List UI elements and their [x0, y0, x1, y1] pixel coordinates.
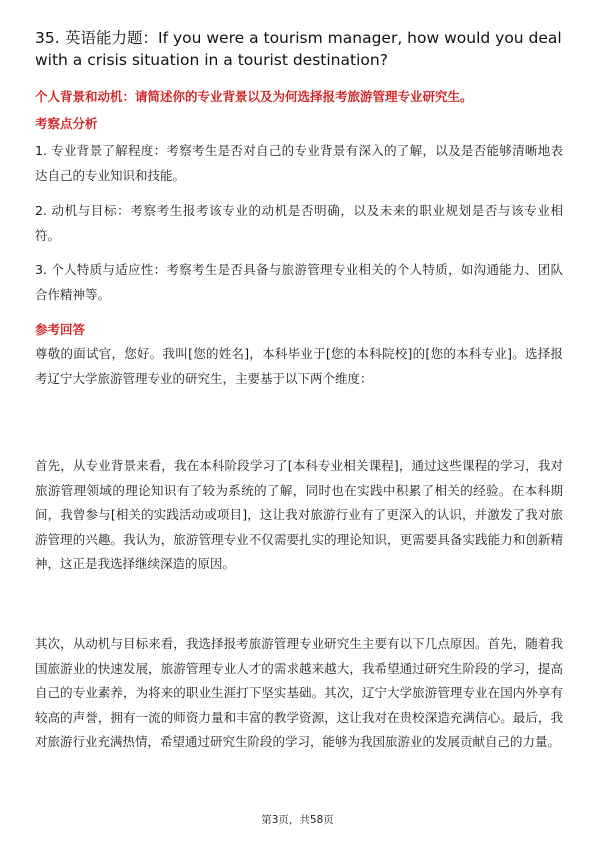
question-number: 35. — [35, 29, 60, 47]
page-number-footer: 第3页，共58页 — [261, 814, 334, 826]
analysis-point-3: 3. 个人特质与适应性：考察考生是否具备与旅游管理专业相关的个人特质，如沟通能力、团队合作精神等。 — [35, 262, 563, 302]
question-title — [35, 27, 563, 71]
prompt-heading: 个人背景和动机：请简述你的专业背景以及为何选择报考旅游管理专业研究生。 — [35, 89, 473, 104]
answer-paragraph-1: 尊敬的面试官，您好。我叫[您的姓名]，本科毕业于[您的本科院校]的[您的本科专业]。选择报考辽宁大学旅游管理专业的研究生，主要基于以下两个维度： — [35, 346, 563, 386]
analysis-heading: 考察点分析 — [35, 116, 98, 131]
analysis-point-1: 1. 专业背景了解程度：考察考生是否对自己的专业背景有深入的了解，以及是否能够清晰地表达自己的专业知识和技能。 — [35, 143, 563, 183]
analysis-point-2: 2. 动机与目标：考察考生报考该专业的动机是否明确，以及未来的职业规划是否与该专业相符。 — [35, 203, 563, 243]
answer-paragraph-3: 其次，从动机与目标来看，我选择报考旅游管理专业研究生主要有以下几点原因。首先，随着我国旅游业的快速发展，旅游管理专业人才的需求越来越大，我希望通过研究生阶段的学习，提高自己的专业素养，为将来的职业生涯打下坚实基础。其次，辽宁大学旅游管理专业在国内外享有较高的声誉，拥有一流的师资力量和丰富的教学资源，这让我对在贵校深造充满信心。最后，我对旅游行业充满热情，希望通过研究生阶段的学习，能够为我国旅游业的发展贡献自己的力量。 — [35, 636, 563, 749]
question-text: 英语能力题：If you were a tourism manager, how would you deal with a crisis situation in a tourist destination? — [35, 29, 562, 69]
answer-paragraph-2: 首先，从专业背景来看，我在本科阶段学习了[本科专业相关课程]，通过这些课程的学习，我对旅游管理领域的理论知识有了较为系统的了解，同时也在实践中积累了相关的经验。在本科期间，我曾参与[相关的实践活动或项目]，这让我对旅游行业有了更深入的认识，并激发了我对旅游管理的兴趣。我认为，旅游管理专业不仅需要扎实的理论知识，更需要具备实践能力和创新精神，这正是我选择继续深造的原因。 — [35, 458, 563, 571]
answer-heading: 参考回答 — [35, 322, 86, 337]
